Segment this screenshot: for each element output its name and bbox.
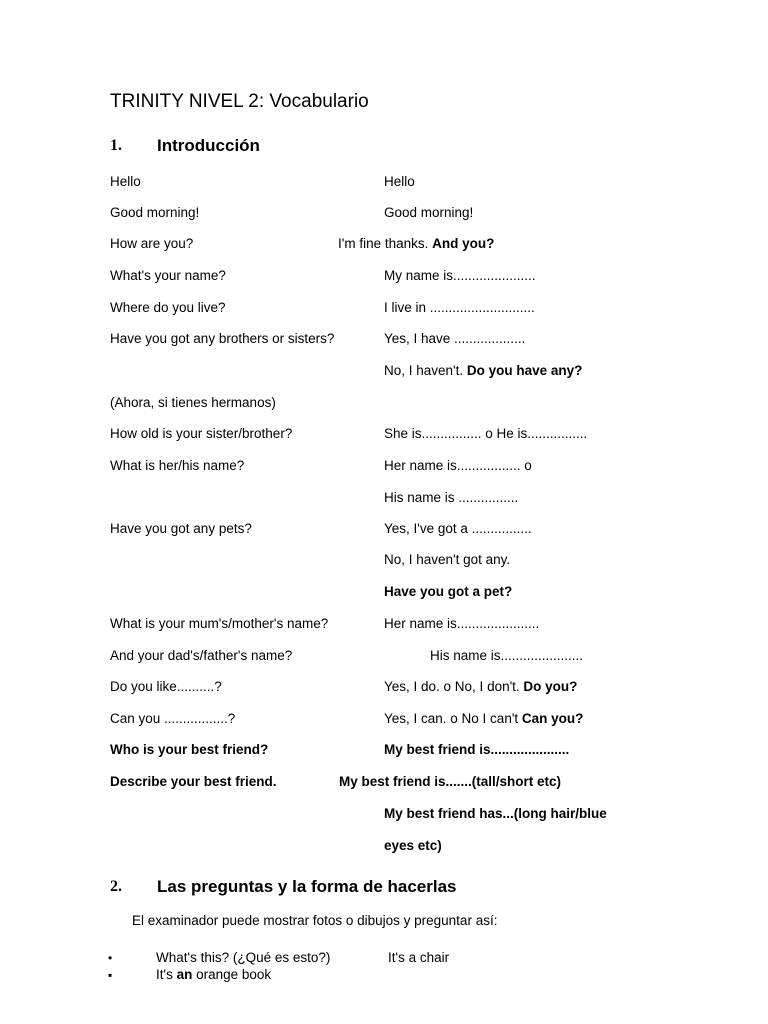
vocab-row	[0, 583, 768, 601]
vocab-row	[0, 551, 768, 569]
bullet-text: It's an orange book	[156, 967, 272, 982]
answer-plain: My name is......................	[384, 268, 536, 283]
answer-text	[384, 457, 532, 475]
question-text: Describe your best friend.	[110, 774, 277, 789]
question-text: Hello	[110, 174, 141, 189]
answer-text	[384, 425, 587, 443]
answer-text	[384, 173, 415, 191]
answer-bold: eyes etc)	[384, 838, 442, 853]
answer-text	[384, 678, 577, 696]
page-title: TRINITY NIVEL 2: Vocabulario	[110, 91, 369, 112]
bullet-answer: It's a chair	[388, 950, 450, 965]
bullet-text: What's this? (¿Qué es esto?)	[156, 950, 331, 965]
answer-plain: No, I haven't got any.	[384, 552, 511, 567]
answer-plain: Yes, I've got a ................	[384, 521, 532, 536]
answer-text	[384, 837, 442, 855]
vocab-row	[0, 299, 768, 317]
vocab-row	[0, 520, 768, 538]
question-text: Can you .................?	[110, 711, 236, 726]
question-text: Have you got any pets?	[110, 521, 252, 536]
vocab-row	[0, 837, 768, 855]
question-text: What is her/his name?	[110, 458, 245, 473]
answer-text	[384, 741, 569, 759]
vocab-row	[0, 773, 768, 791]
answer-plain: She is................ o He is................	[384, 426, 588, 441]
question-text: Do you like..........?	[110, 679, 222, 694]
vocab-row	[0, 647, 768, 665]
answer-plain: I'm fine thanks.	[338, 236, 433, 251]
answer-bold: My best friend is.....................	[384, 742, 570, 757]
vocab-row	[0, 710, 768, 728]
question-text: What's your name?	[110, 268, 226, 283]
question-text: And your dad's/father's name?	[110, 648, 293, 663]
answer-text	[430, 647, 583, 665]
bullet-item	[0, 949, 768, 967]
vocab-row	[0, 173, 768, 191]
vocab-row	[0, 362, 768, 380]
section-2-intro: El examinador puede mostrar fotos o dibujos y preguntar así:	[132, 913, 498, 928]
answer-plain: His name is ................	[384, 490, 519, 505]
bullet-dot-icon: •	[108, 951, 113, 965]
vocab-row	[0, 425, 768, 443]
answer-plain: Yes, I can. o No I can't	[384, 711, 522, 726]
question-text: Where do you live?	[110, 300, 226, 315]
bullet-item	[0, 966, 768, 984]
answer-text	[384, 267, 536, 285]
vocab-row	[0, 235, 768, 253]
vocab-row	[0, 741, 768, 759]
answer-bold: Have you got a pet?	[384, 584, 513, 599]
answer-text	[384, 204, 473, 222]
vocab-row	[0, 330, 768, 348]
question-text: How old is your sister/brother?	[110, 426, 293, 441]
answer-bold: Do you?	[523, 679, 578, 694]
bullet-square-icon: ▪	[108, 968, 113, 982]
answer-text	[384, 299, 535, 317]
answer-text	[384, 520, 532, 538]
answer-plain: Hello	[384, 174, 415, 189]
answer-plain: Yes, I do. o No, I don't.	[384, 679, 524, 694]
answer-plain: Yes, I have ...................	[384, 331, 526, 346]
answer-plain: No, I haven't.	[384, 363, 467, 378]
section-1-title: Introducción	[157, 136, 260, 155]
answer-text	[339, 773, 561, 791]
answer-bold: Can you?	[521, 711, 584, 726]
answer-bold: Do you have any?	[466, 363, 583, 378]
answer-plain: His name is......................	[430, 648, 584, 663]
vocab-row	[0, 267, 768, 285]
vocab-row	[0, 457, 768, 475]
answer-text	[384, 551, 510, 569]
section-2-title: Las preguntas y la forma de hacerlas	[157, 877, 457, 896]
question-text: Who is your best friend?	[110, 742, 269, 757]
answer-bold: And you?	[432, 236, 495, 251]
answer-plain: Her name is................. o	[384, 458, 532, 473]
question-text: (Ahora, si tienes hermanos)	[110, 395, 276, 410]
vocab-row	[0, 805, 768, 823]
question-text: Good morning!	[110, 205, 200, 220]
answer-text	[384, 710, 583, 728]
vocab-row	[0, 204, 768, 222]
answer-text	[338, 235, 494, 253]
answer-plain: Good morning!	[384, 205, 474, 220]
answer-text	[384, 362, 582, 380]
answer-bold: My best friend is.......(tall/short etc)	[339, 774, 562, 789]
vocab-row	[0, 394, 768, 412]
answer-text	[384, 583, 512, 601]
answer-text	[384, 330, 525, 348]
question-text: Have you got any brothers or sisters?	[110, 331, 335, 346]
question-text: How are you?	[110, 236, 194, 251]
answer-text	[384, 805, 607, 823]
answer-text	[384, 489, 518, 507]
answer-text	[384, 615, 539, 633]
vocab-row	[0, 615, 768, 633]
question-text: What is your mum's/mother's name?	[110, 616, 329, 631]
vocab-row	[0, 678, 768, 696]
answer-plain: Her name is......................	[384, 616, 540, 631]
answer-bold: My best friend has...(long hair/blue	[384, 806, 607, 821]
vocab-row	[0, 489, 768, 507]
section-1-number: 1.	[110, 137, 122, 154]
answer-plain: I live in ............................	[384, 300, 535, 315]
section-2-number: 2.	[110, 878, 122, 895]
